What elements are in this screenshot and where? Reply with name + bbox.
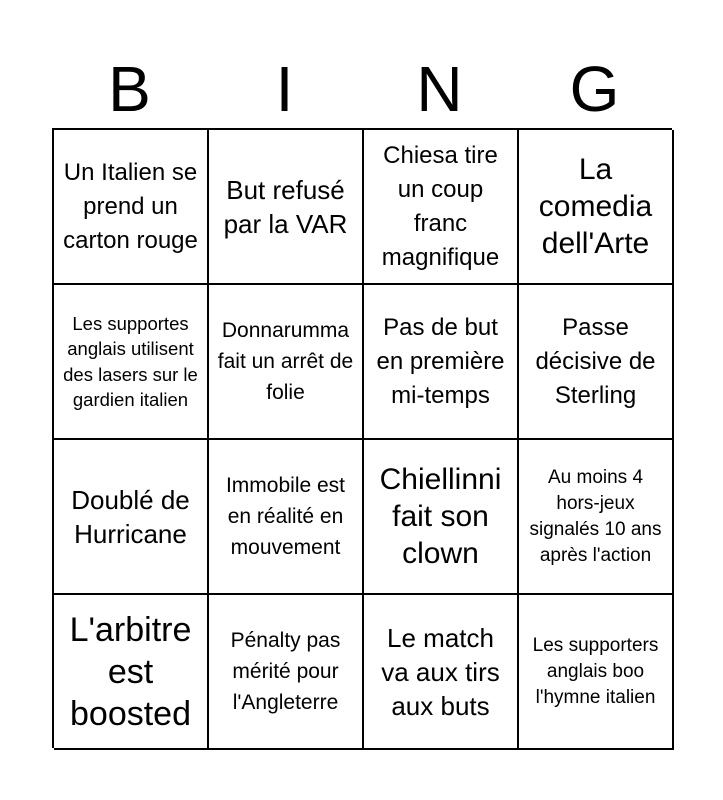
bingo-cell[interactable] (519, 595, 674, 750)
bingo-cell[interactable] (519, 440, 674, 595)
bingo-cell[interactable] (54, 130, 209, 285)
bingo-cell-text: Les supportes anglais utilisent des lasers sur le gardien italien (63, 312, 198, 410)
bingo-cell-text: Passe décisive de Sterling (535, 313, 656, 409)
bingo-cell[interactable] (364, 595, 519, 750)
bingo-cell-text: Pas de but en première mi-temps (376, 313, 505, 409)
bingo-cell-text: Chiesa tire un coup franc magnifique (381, 141, 500, 271)
header-letter-n: N (416, 53, 463, 125)
bingo-grid (52, 128, 672, 748)
bingo-cell[interactable] (54, 595, 209, 750)
bingo-cell[interactable] (364, 130, 519, 285)
bingo-header (52, 50, 672, 128)
bingo-cell-text: But refusé par la VAR (223, 174, 348, 239)
header-letter-b: B (108, 53, 151, 125)
bingo-cell-text: Doublé de Hurricane (71, 484, 190, 549)
bingo-cell[interactable] (364, 285, 519, 440)
bingo-cell-text: L'arbitre est boosted (69, 610, 192, 733)
bingo-cell-text: Un Italien se prend un carton rouge (63, 158, 198, 254)
bingo-cell[interactable] (209, 130, 364, 285)
header-letter-g: G (569, 53, 620, 125)
bingo-cell[interactable] (209, 285, 364, 440)
bingo-cell-text: Pénalty pas mérité pour l'Angleterre (230, 629, 341, 714)
bingo-cell[interactable] (209, 440, 364, 595)
bingo-cell-text: Donnarumma fait un arrêt de folie (217, 319, 354, 404)
bingo-cell[interactable] (54, 285, 209, 440)
bingo-cell-text: La comedia dell'Arte (538, 153, 653, 260)
bingo-cell[interactable] (519, 285, 674, 440)
bingo-cell-text: Le match va aux tirs aux buts (381, 622, 500, 721)
bingo-cell-text: Les supporters anglais boo l'hymne italien (532, 634, 659, 708)
bingo-cell[interactable] (364, 440, 519, 595)
bingo-cell[interactable] (519, 130, 674, 285)
bingo-cell[interactable] (209, 595, 364, 750)
bingo-cell-text: Au moins 4 hors-jeux signalés 10 ans après l'action (529, 466, 662, 566)
bingo-cell[interactable] (54, 440, 209, 595)
header-letter-i: I (275, 53, 294, 125)
bingo-cell-text: Immobile est en réalité en mouvement (225, 474, 346, 559)
bingo-cell-text: Chiellinni fait son clown (379, 463, 502, 570)
